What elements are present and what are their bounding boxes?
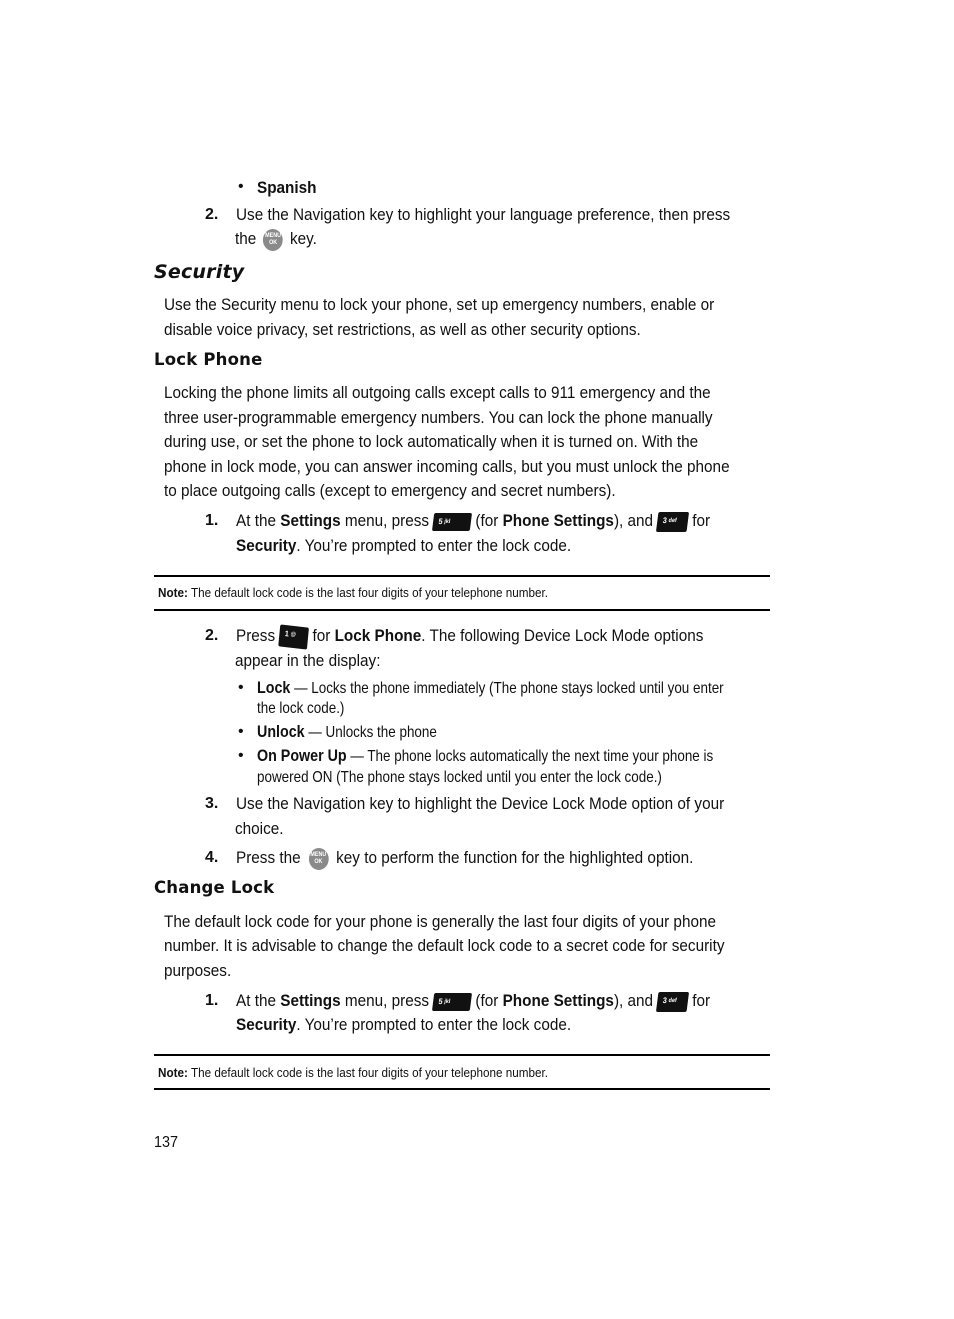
bullet-spanish: Spanish [257, 178, 317, 197]
change-step1-line1: At the Settings menu, press $5^{jkl}$ (for Phone Settings), and $3^{def}$ for [236, 991, 711, 1010]
paragraph-line: The default lock code for your phone is generally the last four digits of your phone [164, 912, 716, 931]
key-5-icon: $5^{jkl}$ [432, 993, 472, 1011]
change-step1-line2: Security. You’re prompted to enter the lock code. [236, 1015, 572, 1034]
paragraph-line: to place outgoing calls (except to emergency and secret numbers). [164, 481, 616, 500]
paragraph-line: purposes. [164, 961, 232, 980]
security-intro-line2: disable voice privacy, set restrictions, as well as other security options. [164, 320, 641, 339]
paragraph-line: number. It is advisable to change the default lock code to a secret code for security [164, 936, 725, 955]
menu-ok-key-icon: MENU OK [308, 848, 328, 870]
step2-line2: the MENU OK key. [235, 227, 317, 252]
option-lock-cont: the lock code.) [257, 700, 345, 717]
paragraph-line: Locking the phone limits all outgoing calls except calls to 911 emergency and the [164, 383, 711, 402]
key-5-icon: $5^{jkl}$ [432, 513, 472, 531]
paragraph-line: during use, or set the phone to lock automatically when it is turned on. With the [164, 432, 699, 451]
note: Note: The default lock code is the last four digits of your telephone number. [158, 1065, 549, 1080]
note-rule-top [154, 575, 770, 577]
step-number: 1. [205, 512, 219, 529]
note-rule-bottom [154, 609, 770, 611]
option-unlock: Unlock — Unlocks the phone [257, 722, 437, 741]
lock-step2-line1: Press 1@ for Lock Phone. The following Device Lock Mode options [236, 624, 703, 649]
bullet: • [238, 747, 244, 764]
bullet: • [238, 723, 244, 740]
note-rule-top [154, 1054, 770, 1056]
option-on-power-up-cont: powered ON (The phone stays locked until you enter the lock code.) [257, 769, 662, 786]
key-1-icon: 1@ [278, 624, 309, 649]
note-rule-bottom [154, 1088, 770, 1090]
step-number: 4. [205, 849, 219, 866]
lock-step3-line2: choice. [235, 819, 284, 838]
step2-line1: Use the Navigation key to highlight your language preference, then press [236, 205, 731, 224]
paragraph-line: three user-programmable emergency numbers. You can lock the phone manually [164, 408, 713, 427]
menu-ok-key-icon: MENU OK [263, 229, 283, 251]
key-3-icon: $3^{def}$ [656, 512, 689, 532]
subsection-title-lock-phone: Lock Phone [154, 350, 263, 369]
security-intro-line1: Use the Security menu to lock your phone, set up emergency numbers, enable or [164, 295, 715, 314]
lock-step3-line1: Use the Navigation key to highlight the Device Lock Mode option of your [236, 794, 725, 813]
key-3-icon: $3^{def}$ [656, 992, 689, 1012]
lock-step2-line2: appear in the display: [235, 651, 381, 670]
page-number: 137 [154, 1134, 179, 1151]
step-number: 2. [205, 627, 219, 644]
bullet: • [238, 679, 244, 696]
step-number: 1. [205, 992, 219, 1009]
note: Note: The default lock code is the last four digits of your telephone number. [158, 585, 549, 600]
step-number: 2. [205, 206, 219, 223]
option-lock: Lock — Locks the phone immediately (The phone stays locked until you enter [257, 678, 724, 697]
paragraph-line: phone in lock mode, you can answer incoming calls, but you must unlock the phone [164, 457, 730, 476]
option-on-power-up: On Power Up — The phone locks automatically the next time your phone is [257, 746, 714, 765]
step-number: 3. [205, 795, 219, 812]
subsection-title-change-lock: Change Lock [154, 878, 275, 897]
lock-step4-line1: Press the MENU OK key to perform the function for the highlighted option. [236, 846, 693, 871]
bullet: • [238, 178, 244, 195]
lock-step1-line1: At the Settings menu, press $5^{jkl}$ (for Phone Settings), and $3^{def}$ for [236, 511, 711, 530]
lock-step1-line2: Security. You’re prompted to enter the lock code. [236, 536, 572, 555]
section-title-security: Security [154, 261, 245, 283]
